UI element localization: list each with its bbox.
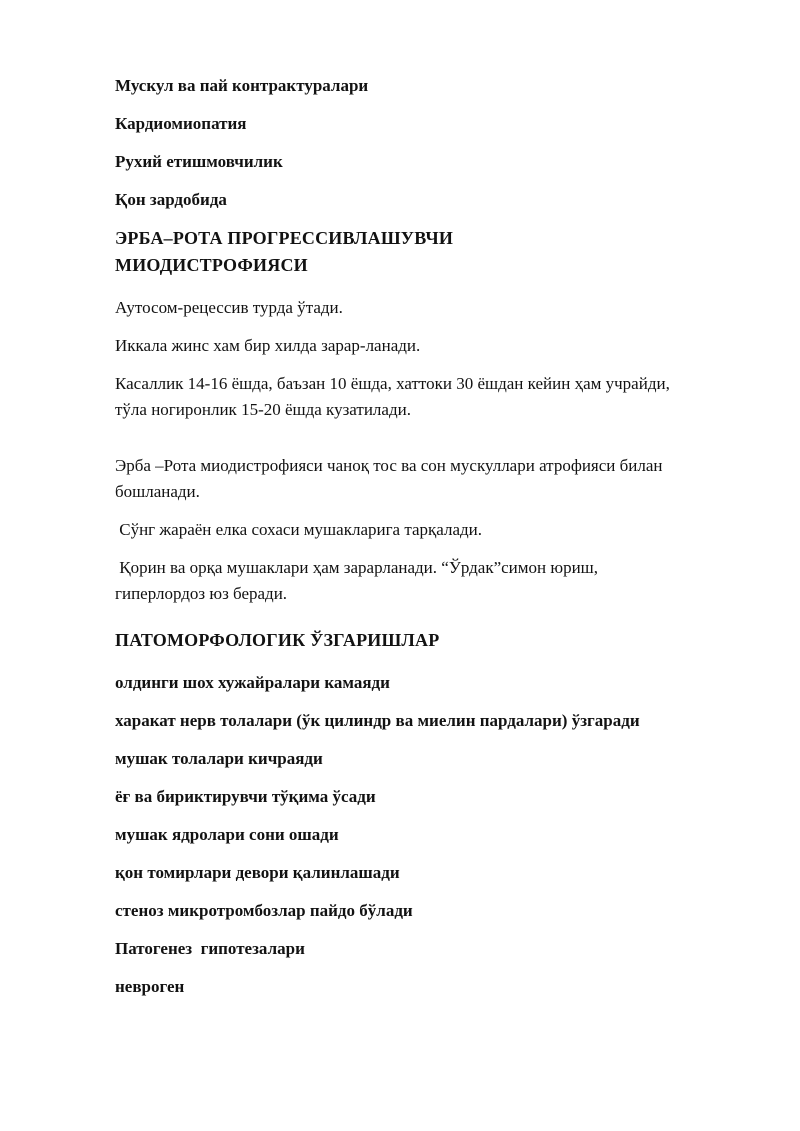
text-line: стеноз микротромбозлар пайдо бўлади bbox=[115, 901, 413, 920]
paragraph bbox=[115, 670, 745, 696]
paragraph bbox=[115, 974, 745, 1000]
paragraph bbox=[115, 371, 745, 423]
paragraph bbox=[115, 784, 745, 810]
text-line: невроген bbox=[115, 977, 185, 996]
paragraph bbox=[115, 555, 745, 607]
paragraph bbox=[115, 746, 745, 772]
paragraph bbox=[115, 860, 745, 886]
text-line: мушак ядролари сони ошади bbox=[115, 825, 339, 844]
text-line: Эрба –Рота миодистрофияси чаноқ тос ва сон мускуллари атрофияси билан bbox=[115, 456, 663, 475]
text-line: ЭРБА–РОТА ПРОГРЕССИВЛАШУВЧИ bbox=[115, 228, 454, 248]
text-line: олдинги шох хужайралари камаяди bbox=[115, 673, 390, 692]
paragraph bbox=[115, 517, 745, 543]
paragraph bbox=[115, 111, 745, 137]
text-line: ёғ ва бириктирувчи тўқима ўсади bbox=[115, 787, 376, 806]
paragraph bbox=[115, 333, 745, 359]
paragraph bbox=[115, 898, 745, 924]
text-line: Иккала жинс хам бир хилда зарар-ланади. bbox=[115, 336, 421, 355]
paragraph bbox=[115, 73, 745, 99]
text-line: харакат нерв толалари (ўк цилиндр ва миелин пардалари) ўзгаради bbox=[115, 711, 640, 730]
paragraph bbox=[115, 149, 745, 175]
text-line: Мускул ва пай контрактуралари bbox=[115, 76, 369, 95]
document-heading bbox=[115, 627, 745, 654]
text-line: қон томирлари девори қалинлашади bbox=[115, 863, 400, 882]
text-line: бошланади. bbox=[115, 482, 200, 501]
text-line: Касаллик 14-16 ёшда, баъзан 10 ёшда, хаттоки 30 ёшдан кейин ҳам учрайди, bbox=[115, 374, 670, 393]
paragraph bbox=[115, 936, 745, 962]
text-line: Кардиомиопатия bbox=[115, 114, 247, 133]
text-line: ПАТОМОРФОЛОГИК ЎЗГАРИШЛАР bbox=[115, 630, 440, 650]
paragraph bbox=[115, 295, 745, 321]
document-heading bbox=[115, 225, 745, 279]
text-line: Қорин ва орқа мушаклари ҳам зарарланади. “Ўрдак”симон юриш, bbox=[115, 558, 599, 577]
text-line: МИОДИСТРОФИЯСИ bbox=[115, 255, 308, 275]
text-line: Қон зардобида bbox=[115, 190, 227, 209]
paragraph bbox=[115, 822, 745, 848]
text-line: гиперлордоз юз беради. bbox=[115, 584, 288, 603]
text-line: тўла ногиронлик 15-20 ёшда кузатилади. bbox=[115, 400, 411, 419]
text-line: Сўнг жараён елка сохаси мушакларига тарқалади. bbox=[115, 520, 483, 539]
text-line: мушак толалари кичраяди bbox=[115, 749, 323, 768]
paragraph bbox=[115, 708, 745, 734]
text-line: Аутосом-рецессив турда ўтади. bbox=[115, 298, 343, 317]
paragraph bbox=[115, 453, 745, 505]
text-line: Рухий етишмовчилик bbox=[115, 152, 283, 171]
text-line: Патогенез гипотезалари bbox=[115, 939, 305, 958]
paragraph bbox=[115, 187, 745, 213]
